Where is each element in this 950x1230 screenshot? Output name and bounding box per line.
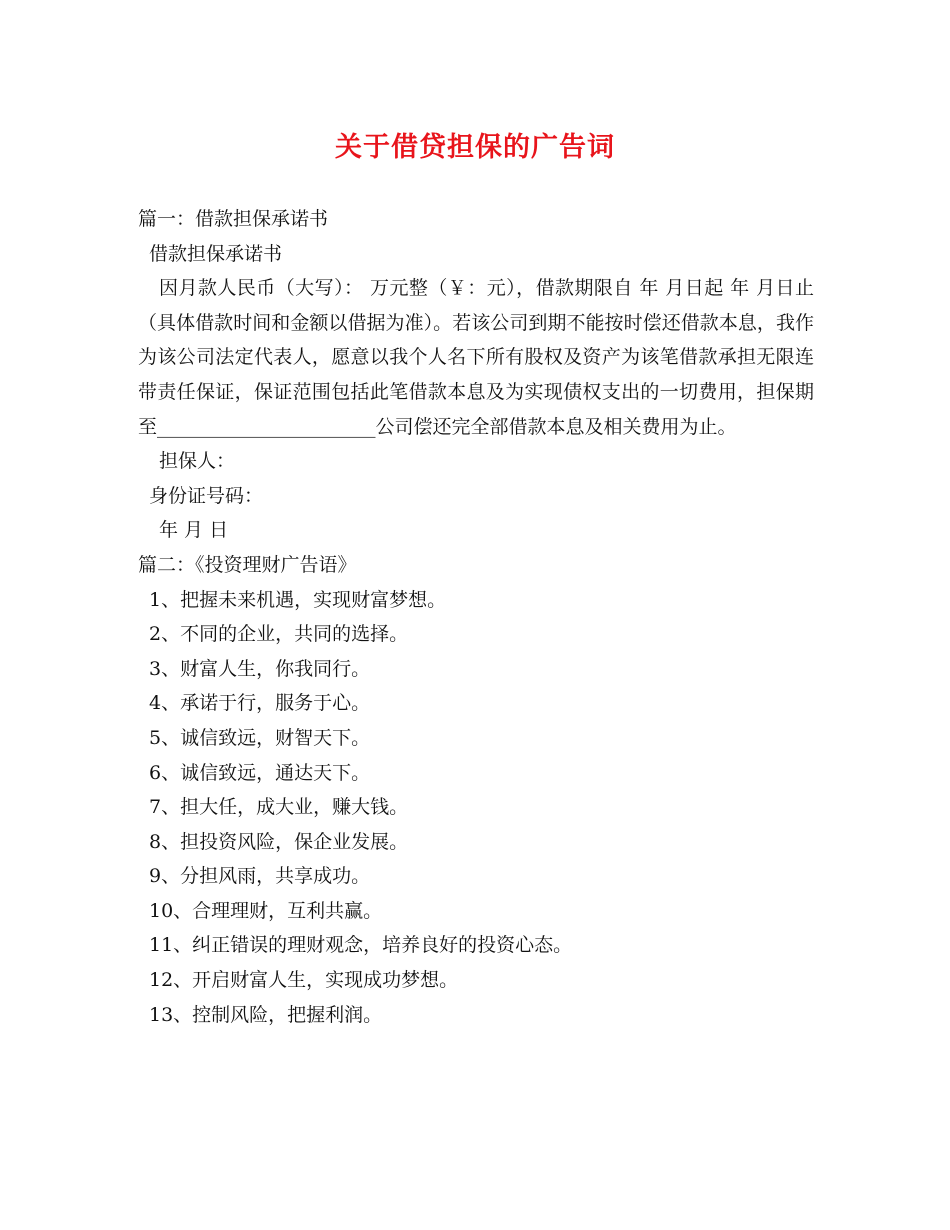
section1-body bbox=[138, 271, 814, 444]
id-number-label: 身份证号码： bbox=[149, 484, 264, 507]
list-item: 6、诚信致远，通达天下。 bbox=[149, 761, 371, 784]
list-item: 8、担投资风险，保企业发展。 bbox=[149, 830, 409, 853]
document-title: 关于借贷担保的广告词 bbox=[335, 132, 615, 163]
list-item: 9、分担风雨，共享成功。 bbox=[149, 865, 371, 888]
list-item: 10、合理理财，互利共赢。 bbox=[149, 899, 383, 922]
list-item: 1、把握未来机遇，实现财富梦想。 bbox=[149, 588, 447, 611]
list-item: 5、诚信致远，财智天下。 bbox=[149, 726, 371, 749]
list-item: 4、承诺于行，服务于心。 bbox=[149, 692, 371, 715]
list-item: 11、纠正错误的理财观念，培养良好的投资心态。 bbox=[149, 934, 573, 957]
slogan-list bbox=[138, 583, 814, 1033]
document-content bbox=[138, 202, 814, 1032]
list-item: 13、控制风险，把握利润。 bbox=[149, 1003, 383, 1026]
date-line: 年 月 日 bbox=[159, 519, 229, 542]
section1-body-text: 因月款人民币（大写）： 万元整（￥：元），借款期限自 年 月日起 年 月日止（具体借款时间和金额以借据为准）。若该公司到期不能按时偿还借款本息，我作为该公司法定代表人，愿意以我个人名下所有股权及资产为该笔借款承担无限连带责任保证，保证范围包括此笔借款本息及为实现债权支出的一切费用，担保期至_______________________公司偿还完全部借款本息及相关费用为止。 bbox=[138, 277, 814, 438]
list-item: 12、开启财富人生，实现成功梦想。 bbox=[149, 969, 459, 992]
list-item: 2、不同的企业，共同的选择。 bbox=[149, 623, 409, 646]
section1-subtitle: 借款担保承诺书 bbox=[149, 242, 283, 265]
list-item: 3、财富人生，你我同行。 bbox=[149, 657, 371, 680]
section1-heading: 篇一：借款担保承诺书 bbox=[138, 208, 329, 230]
section2-heading: 篇二：《投资理财广告语》 bbox=[138, 553, 357, 576]
guarantor-label: 担保人： bbox=[159, 450, 236, 473]
list-item: 7、担大任，成大业，赚大钱。 bbox=[149, 796, 409, 819]
